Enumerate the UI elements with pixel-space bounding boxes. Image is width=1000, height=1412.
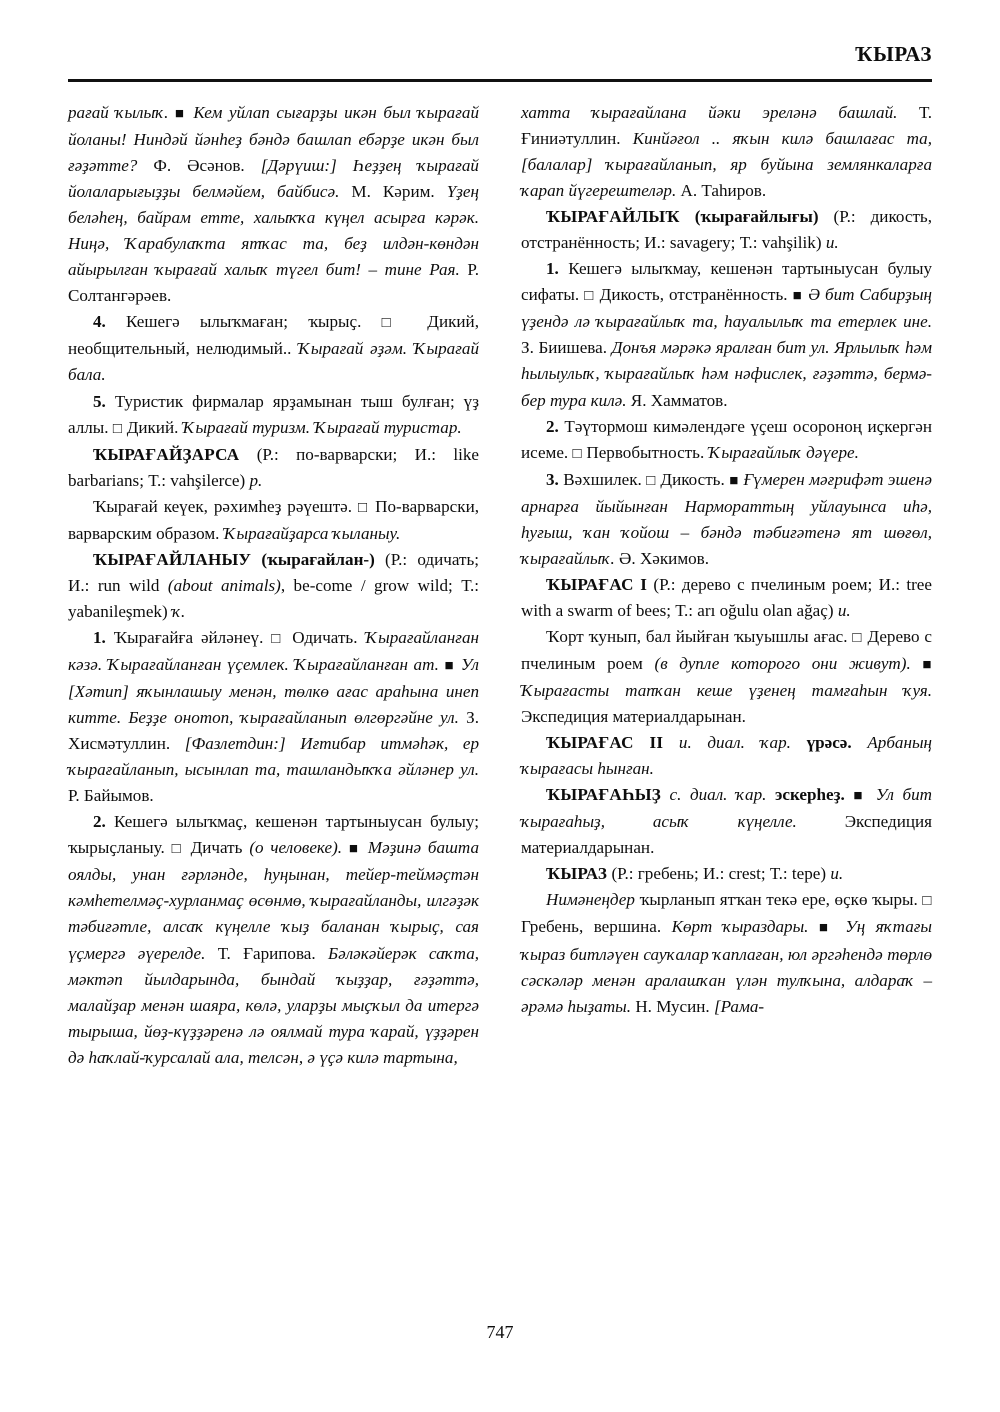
cross-reference[interactable]: эскерһеҙ.	[775, 785, 845, 805]
russian-equivalent: Одичать.	[292, 627, 358, 647]
sense-example: Ҡырағай әҙәм. Ҡырағай бала.	[68, 339, 479, 385]
entry-continuation	[68, 100, 479, 309]
russian-equivalent: Гребень, вершина.	[521, 917, 662, 937]
sense-5	[68, 389, 479, 442]
sense-number: 5.	[93, 391, 106, 411]
entry-kyragaylanyu	[68, 547, 479, 625]
text-columns	[68, 100, 932, 1295]
filled-square-icon: ■	[174, 106, 187, 122]
entry-kyragaydarsa	[68, 442, 479, 494]
citation-text: Мәҙинә башта оялды, унан ғәрләнде, һуңынан, тейер-теймәҫтән кәмһетелмәҫ-хурланмаҫ өсөнмө, ҡырағайланды, илгәҙәк тәбиғәтле, алсаҡ күңелле ҡыҙ баланан ҡырыҫ, сая үҫмергә әүерелде.	[68, 838, 480, 963]
sense-4	[68, 309, 479, 388]
citation-source: Т. Ғиниәтуллин.	[521, 103, 932, 149]
open-square-icon: □	[357, 499, 370, 516]
sense-definition-lead: Нимәнеңдер	[546, 890, 635, 910]
entry-kyraz	[521, 861, 932, 887]
russian-qualifier: (в дупле которого они живут).	[654, 653, 911, 673]
sense-number: 1.	[546, 259, 559, 279]
sense-definition: ҡырланып ятҡан текә ере, өҫкө ҡыры.	[639, 890, 918, 910]
citation-text: Үҙең беләһең, байрам етте, халыҡҡа күңел асырға кәрәк. Ниңә, Ҡарабулаҡта ятҡас та, беҙ илдән-көндән айырылған ҡырағай халыҡ түгел бит! – тине Рая.	[68, 182, 479, 280]
sense-2	[68, 809, 479, 1070]
headword: ҠЫРАЗ	[546, 864, 608, 884]
cross-reference[interactable]: үрәсә.	[806, 733, 852, 753]
entry-kyragas-2	[521, 730, 932, 782]
headword: ҠЫРАҒАЙҘАРСА	[93, 444, 240, 464]
part-of-speech: ҡ.	[171, 601, 186, 621]
part-of-speech: и.	[837, 600, 851, 620]
citation-source: А. Таһиров.	[680, 181, 767, 201]
entry-continuation	[521, 100, 932, 204]
open-square-icon: □	[171, 841, 184, 858]
open-square-icon: □	[572, 445, 583, 462]
citation-text: Кем уйлап сығарҙы икән был ҡырағай йоланы! Ниндәй йәнһеҙ бәндә башлап ебәрҙе икән был ғәҙәтте?	[68, 103, 479, 176]
filled-square-icon: ■	[348, 841, 362, 858]
sense-number: 1.	[93, 627, 106, 647]
filled-square-icon: ■	[853, 788, 868, 805]
headword-gloss: (Р.: дерево с пчелиным роем; И.: tree with a swarm of bees; Т.: arı oğulu olan ağaç)	[521, 574, 932, 620]
sense-example: Ҡырағайланған кәзә. Ҡырағайланған үҫемлек. Ҡырағайланған ат.	[68, 627, 479, 674]
part-of-speech: р.	[249, 470, 263, 490]
citation-text: [Фазлетдин:] Иғтибар итмәһәк, ер ҡырағайланып, ысынлап та, ташландыҡҡа әйләнер ул.	[68, 734, 479, 780]
sense-example: Ҡырағай туризм. Ҡырағай туристар.	[182, 417, 462, 437]
headword-variant: (ҡырағайлан-)	[261, 549, 375, 569]
continuation-lead: рағай ҡылыҡ.	[68, 103, 169, 122]
citation-text: Донъя мәрәкә яралған бит ул. Ярлылыҡ һәм һылыулыҡ, ҡырағайлыҡ һәм нәфислек, ғәҙәттә, бермә-бер тура килә.	[521, 338, 932, 410]
russian-equivalent: Дикость.	[660, 469, 725, 489]
sense-1	[68, 625, 479, 809]
russian-equivalent: Дикий.	[126, 417, 179, 437]
sense-number: 2.	[93, 812, 106, 832]
sense-1	[521, 256, 932, 413]
grammar-label: с. диал. ҡар.	[669, 785, 767, 805]
sense-example: Көрт ҡыраздары.	[671, 917, 809, 937]
citation-source: З. Хисмәтуллин.	[68, 708, 479, 754]
sense-definition: Туристик фирмалар ярҙамынан тыш булған; үҙ аллы.	[68, 391, 479, 437]
sense-definition: Кешегә ылыҡмаған; ҡырыҫ.	[126, 312, 362, 332]
sense-number: 3.	[546, 469, 559, 489]
citation-text: [Дәрүиш:] Һеҙҙең ҡырағай йолаларығыҙҙы белмәйем, байбисә.	[68, 156, 479, 202]
citation-source: З. Биишева.	[521, 338, 608, 358]
header-rule	[68, 79, 932, 82]
open-square-icon: □	[922, 893, 932, 910]
sense-definition: Ҡырағай кеүек, рәхимһеҙ рәүештә.	[93, 496, 353, 516]
filled-square-icon: ■	[818, 920, 835, 937]
citation-text: Кинйәғол .. яҡын килә башлағас та, [балалар] ҡырағайланып, яр буйына землянкаларға ҡарап йүгерештеләр.	[521, 129, 933, 201]
sense-number: 4.	[93, 312, 106, 332]
sense-example: Ҡырағайҙарса ҡыланыу.	[223, 523, 401, 543]
headword-variant: (ҡырағайлығы)	[694, 207, 819, 227]
citation-source: Ә. Хәкимов.	[619, 548, 710, 568]
open-square-icon: □	[112, 420, 123, 437]
sense-2	[521, 414, 932, 467]
entry-body	[521, 624, 932, 730]
citation-text: Бәләкәйерәк саҡта, мәктәп йылдарында, бындай ҡыҙҙар, ғәҙәттә, малайҙар менән шаяра, көлә, уларҙы мыҫҡыл да итергә тырыша, йөҙ-күҙҙәренә лә оялмай тура ҡарай, үҙҙәрен дә һаҡлай-ҡурсалай ала, телсән, ә үҫә килә тартына,	[68, 943, 480, 1067]
headword-gloss-part2: , be-come / grow wild; Т.: yabanileşmek)	[68, 575, 479, 621]
citation-text: Ул [Хәтип] яҡынлашыу менән, төлкө ағас араһына инеп китте. Беҙҙе онотоп, ҡырағайланып өлгөргәйне ул.	[68, 654, 479, 728]
russian-equivalent: По-варварски, варварским образом.	[68, 496, 479, 543]
sense-definition: Кешегә ылыҡмаҫ, кешенән тартыныусан булыу; ҡырыҫланыу.	[68, 812, 479, 858]
sense-example: Ҡырағайлыҡ дәүере.	[708, 442, 859, 462]
running-head: ҠЫРАЗ	[855, 42, 932, 66]
citation-source: Я. Хамматов.	[630, 390, 728, 410]
sense-3	[521, 467, 932, 572]
headword: ҠЫРАҒАЙЛАНЫУ	[93, 549, 252, 569]
filled-square-icon: ■	[792, 288, 803, 305]
citation-source: М. Кәрим.	[351, 182, 435, 202]
russian-equivalent: Дичать	[190, 838, 243, 858]
citation-source: Т. Ғарипова.	[217, 943, 316, 963]
entry-body	[68, 494, 479, 547]
entry-kyragahyz	[521, 782, 932, 861]
citation-text: Ә бит Сабирҙың үҙендә лә ҡырағайлыҡ та, һауалылыҡ та етерлек ине.	[521, 285, 933, 332]
sense-definition: Тәүтормош кимәлендәге үҫеш осороноң иҫкергән исеме.	[521, 416, 932, 462]
entry-kyragaylyk	[521, 204, 932, 256]
sense-definition: Вәхшилек.	[563, 469, 642, 489]
open-square-icon: □	[381, 315, 408, 332]
headword-gloss: (Р.: гребень; И.: crest; Т.: tepe)	[611, 864, 827, 884]
headword: ҠЫРАҒАС I	[546, 574, 648, 594]
headword-gloss-italic: (about animals)	[167, 575, 281, 595]
citation-text: Уң яҡтағы ҡыраз битләүен сауҡалар ҡаплаған, юл әргәһендә төрлө сәскәләр менән аралашҡан үлән тулҡына, алдараҡ – әрәмә һыҙаты.	[521, 917, 932, 1016]
left-column	[68, 100, 479, 1295]
filled-square-icon: ■	[729, 472, 739, 489]
citation-source: Экспедиция материалдарынан.	[521, 707, 746, 727]
sense-number: 2.	[546, 416, 559, 436]
citation-source: Экспедиция материалдарынан.	[521, 812, 932, 858]
sense-definition: Кешегә ылыҡмау, кешенән тартыныусан булыу сифаты.	[521, 259, 933, 305]
headword-gloss: (Р.: дикость, отстранённость; И.: savagery; Т.: vahşilik)	[521, 207, 932, 253]
open-square-icon: □	[646, 472, 656, 489]
grammar-label: и. диал. ҡар.	[678, 733, 791, 753]
citation-source: Р. Байымов.	[68, 786, 154, 806]
right-column	[521, 100, 932, 1295]
russian-equivalent: Первобытность.	[586, 442, 705, 462]
page-number: 747	[486, 1322, 514, 1342]
citation-text: Ул бит ҡырағаһыҙ, асыҡ күңелле.	[521, 785, 932, 832]
headword: ҠЫРАҒАС II	[546, 733, 664, 753]
citation-text: Ғүмерен мәғрифәт эшенә арнарға йыйынған Нармораттың уйлауынса иһә, һуғыш, ҡан ҡойош – бәндә тәбиғәтенә ят шөғөл, ҡырағайлыҡ.	[521, 469, 933, 568]
sense-definition: Ҡорт ҡунып, бал йыйған ҡыуышлы ағас.	[546, 626, 848, 646]
sense-example: Арбаның ҡырағасы һынған.	[521, 733, 933, 779]
headword: ҠЫРАҒАҺЫҘ	[546, 785, 661, 805]
russian-equivalent: Дикость, отстранённость.	[599, 285, 788, 305]
open-square-icon: □	[584, 288, 595, 305]
russian-qualifier: (о человеке).	[249, 838, 343, 858]
citation-source: Ф. Әсәнов.	[153, 156, 245, 176]
russian-equivalent: Дикий, необщительный, нелюдимый..	[68, 312, 479, 359]
entry-kyragas-1	[521, 572, 932, 624]
citation-text-cont: [Рама-	[713, 996, 765, 1016]
citation-source: Р. Солтангәрәев.	[68, 260, 479, 306]
open-square-icon: □	[271, 630, 285, 647]
part-of-speech: и.	[830, 864, 844, 884]
citation-text: Ҡырағасты тапҡан кеше үҙенең тамғаһын ҡуя.	[521, 681, 932, 701]
sense-definition: Ҡырағайға әйләнеү.	[113, 627, 264, 647]
headword-gloss: (Р.: по-варварски; И.: like barbarians; Т.: vahşilerce)	[68, 444, 479, 490]
filled-square-icon: ■	[444, 657, 456, 674]
open-square-icon: □	[852, 629, 863, 646]
continuation-lead: хатта ҡырағайлана йәки эреләнә башлай.	[521, 103, 898, 122]
filled-square-icon: ■	[922, 656, 932, 673]
citation-source: Н. Мусин.	[635, 996, 710, 1016]
headword: ҠЫРАҒАЙЛЫҠ	[546, 207, 680, 227]
headword-gloss-part1: (Р.: одичать; И.: run wild	[68, 549, 480, 595]
part-of-speech: и.	[825, 233, 839, 253]
entry-body	[521, 887, 932, 1019]
russian-equivalent: Дерево с пчелиным роем	[521, 626, 932, 673]
